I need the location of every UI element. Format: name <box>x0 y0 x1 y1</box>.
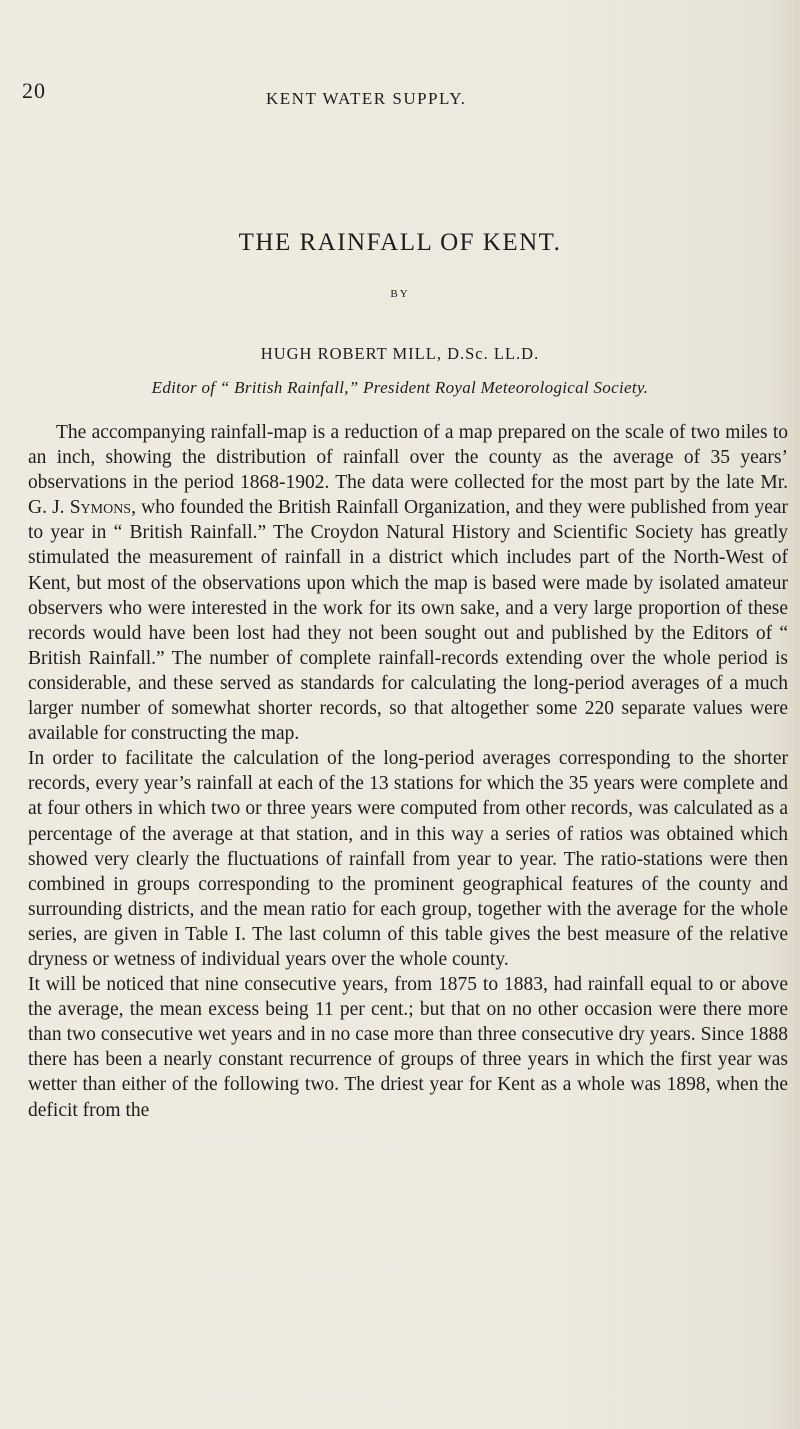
paragraph-1-text-a: The accompanying rainfall-map is a reduction of a map prepared on the scale of two miles to an inch, showing the distribution of rainfall over the county as the average of 35 years’ observations in the period 1868-1902. The data were collected for the most part by the late Mr. G. J. <box>28 422 788 519</box>
author-affiliation: Editor of “ British Rainfall,” President Royal Meteorological Society. <box>151 378 649 397</box>
paragraph-1-name: Symons, <box>69 497 136 519</box>
article-title: THE RAINFALL OF KENT. <box>238 229 562 256</box>
running-head: KENT WATER SUPPLY. <box>266 89 467 108</box>
page-number: 20 <box>22 78 46 103</box>
paragraph-3: It will be noticed that nine consecutive years, from 1875 to 1883, had rainfall equal to or above the average, the mean excess being 11 per cent.; but that on no other occasion were there more than two consecutive wet years and in no case more than three consecutive dry years. Since 1888 there has been a nearly constant recurrence of groups of three years in which the first year was wetter than either of the following two. The driest year for Kent as a whole was 1898, when the deficit from the <box>28 974 788 1121</box>
article-body <box>28 420 788 1123</box>
author-name: HUGH ROBERT MILL, D.Sc. LL.D. <box>260 344 540 363</box>
paragraph-1-text-b: who founded the British Rainfall Organization, and they were published from year to year in “ British Rainfall.” The Croydon Natural History and Scientific Society has greatly stimulated the measurement of rainfall in a district which includes part of the North-West of Kent, but most of the observations upon which the map is based were made by isolated amateur observers who were interested in the work for its own sake, and a very large proportion of these records would have been lost had they not been sought out and published by the Editors of “ British Rainfall.” The number of complete rainfall-records extending over the whole period is considerable, and these served as standards for calculating the long-period averages of a much larger number of somewhat shorter records, so that altogether some 220 separate values were available for constructing the map. <box>28 497 788 745</box>
byline: BY <box>390 288 410 300</box>
paragraph-1 <box>28 420 788 746</box>
paragraph-2: In order to facilitate the calculation of the long-period averages corresponding to the shorter records, every year’s rainfall at each of the 13 stations for which the 35 years were complete and at four others in which two or three years were computed from other records, was calculated as a percentage of the average at that station, and in this way a series of ratios was obtained which showed very clearly the fluctuations of rainfall from year to year. The ratio-stations were then combined in groups corresponding to the prominent geographical features of the county and surrounding districts, and the mean ratio for each group, together with the average for the whole series, are given in Table I. The last column of this table gives the best measure of the relative dryness or wetness of individual years over the whole county. <box>28 748 788 970</box>
